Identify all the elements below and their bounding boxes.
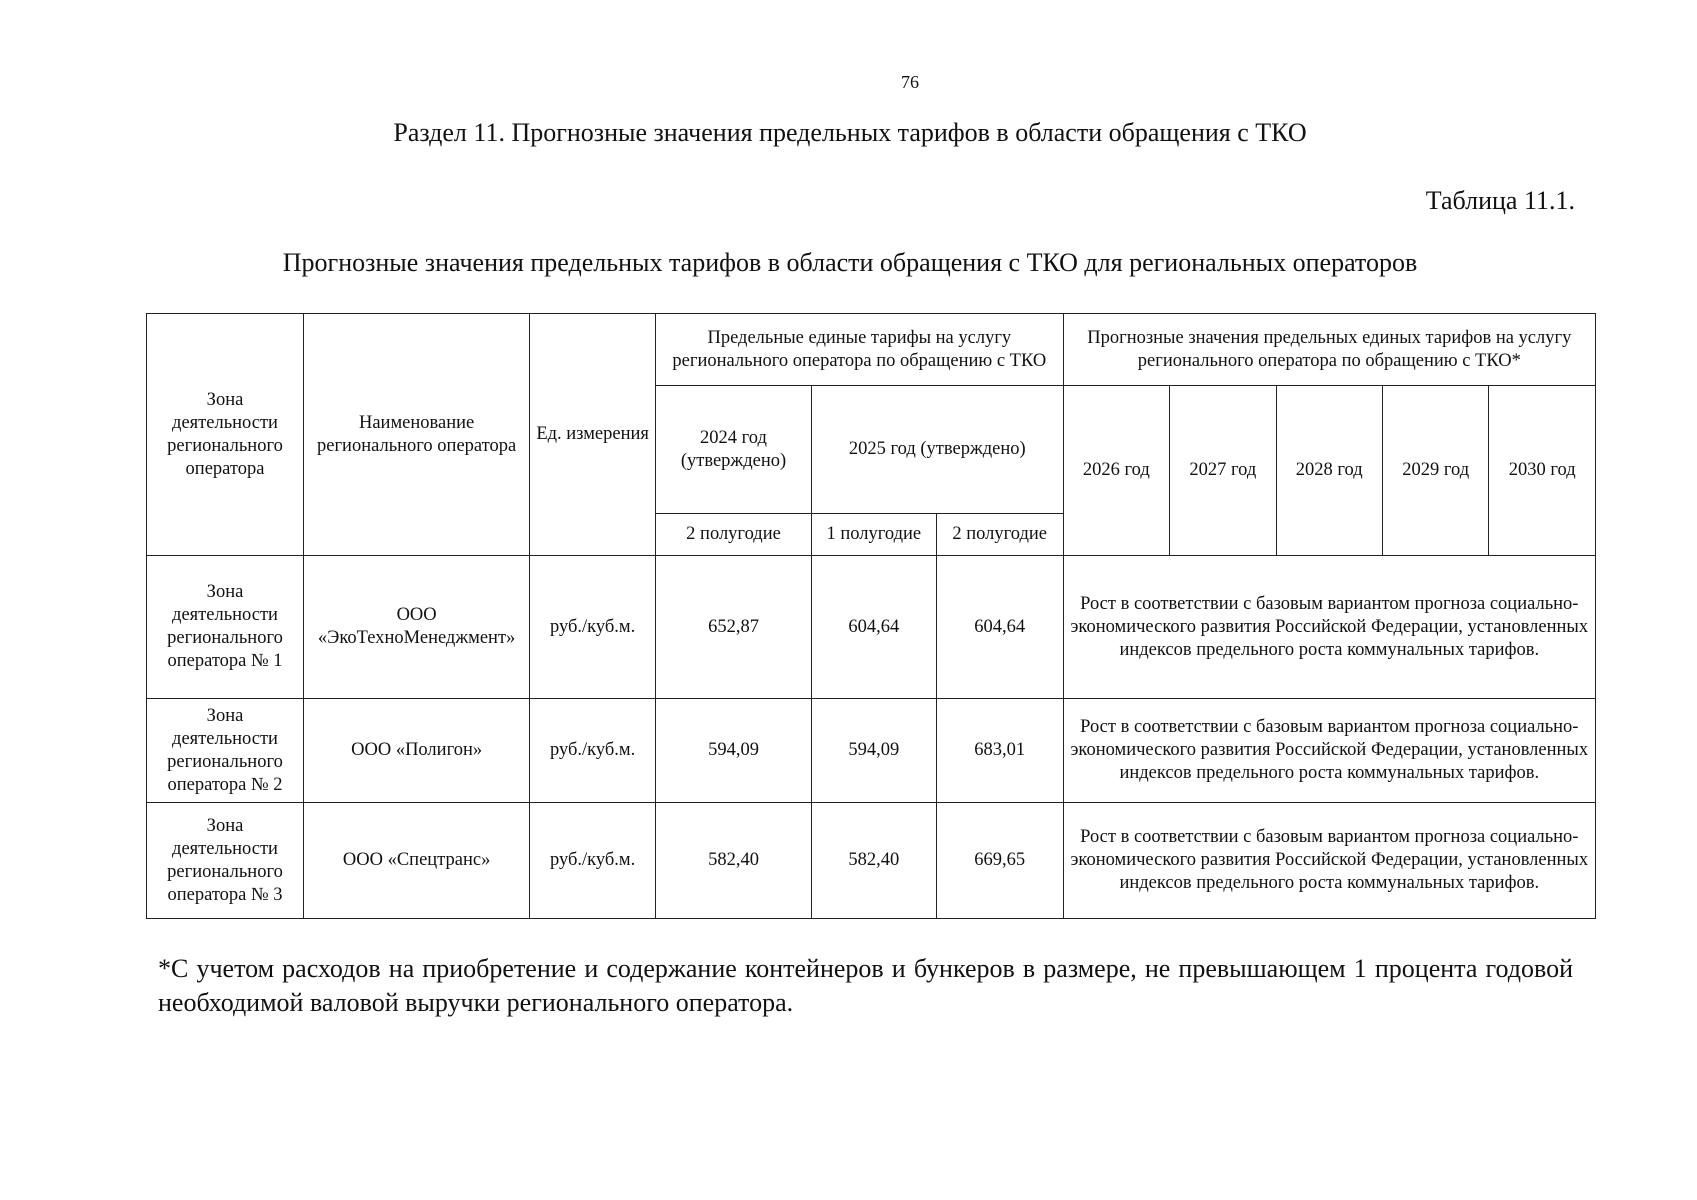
table-row [147, 699, 1596, 803]
table-row [147, 556, 1596, 699]
header-year-2027: 2027 год [1170, 386, 1276, 556]
header-forecast-group: Прогнозные значения предельных единых тарифов на услугу регионального оператора по обращению с ТКО* [1063, 314, 1595, 386]
cell-unit: руб./куб.м. [530, 699, 656, 803]
cell-forecast: Рост в соответствии с базовым вариантом прогноза социально-экономического развития Российской Федерации, установленных индексов предельного роста коммунальных тарифов. [1063, 803, 1595, 919]
header-half-2024-2: 2 полугодие [656, 514, 812, 556]
table-caption: Прогнозные значения предельных тарифов в области обращения с ТКО для региональных операторов [282, 248, 1418, 277]
header-year-2026: 2026 год [1063, 386, 1169, 556]
header-zone: Зона деятельности регионального оператора [147, 314, 304, 556]
cell-unit: руб./куб.м. [530, 556, 656, 699]
header-unit: Ед. измерения [530, 314, 656, 556]
header-half-2025-1: 1 полугодие [811, 514, 936, 556]
header-year-2029: 2029 год [1382, 386, 1488, 556]
header-row-1 [147, 314, 1596, 386]
cell-operator: ООО «ЭкоТехноМенеджмент» [304, 556, 530, 699]
table-label: Таблица 11.1. [1425, 186, 1575, 215]
header-year-2025: 2025 год (утверждено) [811, 386, 1063, 514]
page-number: 76 [901, 72, 919, 92]
cell-forecast: Рост в соответствии с базовым вариантом прогноза социально-экономического развития Российской Федерации, установленных индексов предельного роста коммунальных тарифов. [1063, 699, 1595, 803]
cell-2025-h1: 582,40 [811, 803, 936, 919]
section-title: Раздел 11. Прогнозные значения предельных тарифов в области обращения с ТКО [393, 118, 1307, 147]
cell-2024-h2: 594,09 [656, 699, 812, 803]
header-year-2024: 2024 год (утверждено) [656, 386, 812, 514]
cell-2024-h2: 582,40 [656, 803, 812, 919]
header-limit-group: Предельные единые тарифы на услугу регионального оператора по обращению с ТКО [656, 314, 1064, 386]
header-half-2025-2: 2 полугодие [936, 514, 1063, 556]
footnote: *С учетом расходов на приобретение и содержание контейнеров и бункеров в размере, не превышающем 1 процента годовой необходимой валовой выручки регионального оператора. [158, 954, 1573, 1017]
cell-2025-h2: 669,65 [936, 803, 1063, 919]
cell-zone: Зона деятельности регионального оператора № 3 [147, 803, 304, 919]
cell-2025-h2: 683,01 [936, 699, 1063, 803]
cell-forecast: Рост в соответствии с базовым вариантом прогноза социально-экономического развития Российской Федерации, установленных индексов предельного роста коммунальных тарифов. [1063, 556, 1595, 699]
cell-2025-h1: 594,09 [811, 699, 936, 803]
cell-zone: Зона деятельности регионального оператора № 2 [147, 699, 304, 803]
cell-zone: Зона деятельности регионального оператора № 1 [147, 556, 304, 699]
header-operator-name: Наименование регионального оператора [304, 314, 530, 556]
cell-2025-h2: 604,64 [936, 556, 1063, 699]
cell-operator: ООО «Спецтранс» [304, 803, 530, 919]
cell-unit: руб./куб.м. [530, 803, 656, 919]
tariff-table [146, 313, 1596, 919]
header-year-2030: 2030 год [1489, 386, 1596, 556]
table-row [147, 803, 1596, 919]
cell-2025-h1: 604,64 [811, 556, 936, 699]
cell-2024-h2: 652,87 [656, 556, 812, 699]
cell-operator: ООО «Полигон» [304, 699, 530, 803]
header-year-2028: 2028 год [1276, 386, 1382, 556]
